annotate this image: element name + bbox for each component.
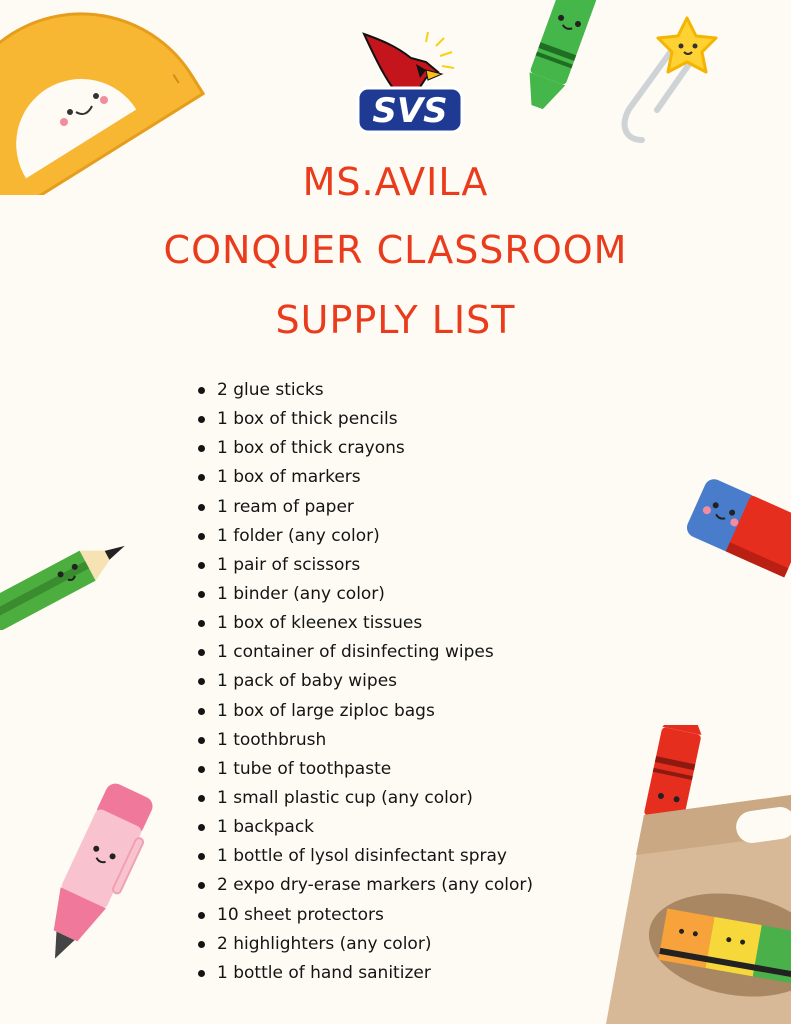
list-item: 1 backpack [196, 813, 533, 842]
list-item: 2 glue sticks [196, 376, 533, 405]
list-item: 1 bottle of hand sanitizer [196, 959, 533, 988]
list-item: 1 box of kleenex tissues [196, 609, 533, 638]
list-item: 1 ream of paper [196, 493, 533, 522]
list-item: 1 box of large ziploc bags [196, 697, 533, 726]
list-item: 1 box of thick crayons [196, 434, 533, 463]
list-item: 1 folder (any color) [196, 522, 533, 551]
school-logo [356, 30, 464, 134]
crayon-box-icon [596, 725, 791, 1024]
crayon-icon [510, 0, 600, 115]
list-item: 2 highlighters (any color) [196, 930, 533, 959]
logo-text: SVS [372, 91, 448, 131]
list-item: 1 tube of toothpaste [196, 755, 533, 784]
list-item: 1 box of thick pencils [196, 405, 533, 434]
page-title-line-2: CONQUER CLASSROOM [163, 228, 628, 272]
list-item: 1 pack of baby wipes [196, 667, 533, 696]
supply-list [196, 376, 533, 988]
list-item: 1 small plastic cup (any color) [196, 784, 533, 813]
list-item: 2 expo dry-erase markers (any color) [196, 871, 533, 900]
marker-icon [28, 782, 158, 972]
list-item: 1 bottle of lysol disinfectant spray [196, 842, 533, 871]
page-title-line-3: SUPPLY LIST [275, 298, 516, 342]
list-item: 1 binder (any color) [196, 580, 533, 609]
eraser-icon [686, 462, 791, 587]
pencil-icon [0, 520, 140, 630]
list-item: 1 pair of scissors [196, 551, 533, 580]
paperclip-icon [612, 10, 727, 150]
list-item: 1 box of markers [196, 463, 533, 492]
list-item: 1 toothbrush [196, 726, 533, 755]
list-item: 10 sheet protectors [196, 901, 533, 930]
page-title-line-1: MS.AVILA [302, 160, 489, 204]
list-item: 1 container of disinfecting wipes [196, 638, 533, 667]
